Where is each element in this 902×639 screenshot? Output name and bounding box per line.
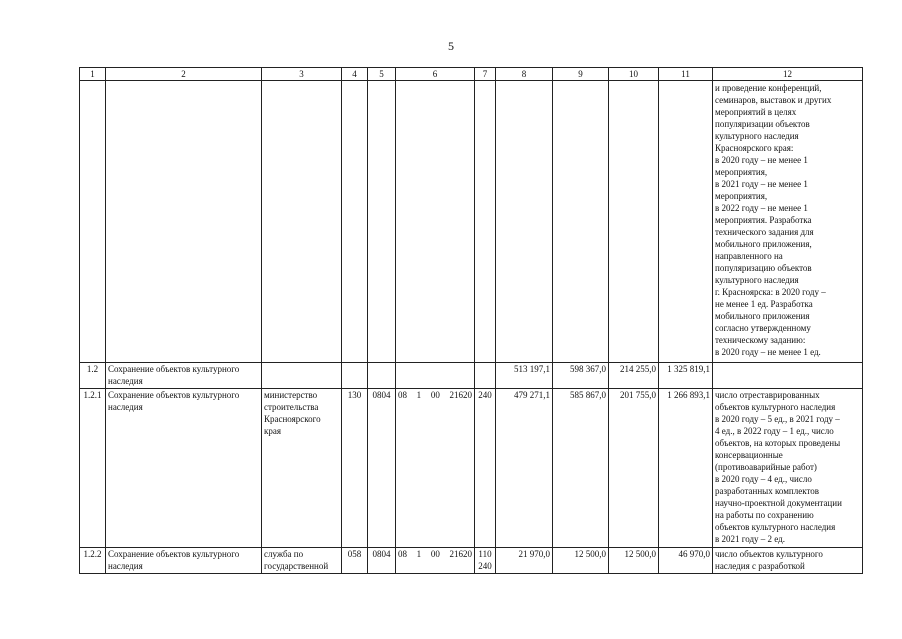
- text-line: г. Красноярска: в 2020 году –: [715, 287, 826, 297]
- table-cell: [262, 363, 342, 389]
- result-cell: [713, 81, 863, 363]
- measure-name: [106, 548, 262, 574]
- text-line: культурного наследия: [715, 131, 799, 141]
- table-cell: [396, 81, 475, 363]
- value-2021: 12 500,0: [553, 548, 609, 574]
- text-line: 4 ед., в 2022 году – 1 ед., число: [715, 426, 834, 436]
- table-row-1-2: [80, 363, 863, 389]
- table-cell: [609, 81, 659, 363]
- text-line: (противоаварийные работ): [715, 462, 817, 472]
- csr-part: 00: [430, 390, 440, 400]
- value-2020: 479 271,1: [496, 389, 553, 548]
- text-line: объектов культурного наследия: [715, 402, 836, 412]
- csr-part: 1: [416, 390, 422, 400]
- table-row-1-2-2: [80, 548, 863, 574]
- text-line: популяризацию объектов: [715, 263, 812, 273]
- table-header-row: [80, 68, 863, 81]
- text-line: объектов, на которых проведены: [715, 438, 841, 448]
- column-header: 8: [496, 68, 553, 81]
- grbs-code: 130: [342, 389, 368, 548]
- text-line: Красноярского края:: [715, 143, 794, 153]
- value-total: 1 266 893,1: [659, 389, 713, 548]
- text-line: согласно утвержденному: [715, 323, 811, 333]
- text-line: мероприятия,: [715, 191, 768, 201]
- text-line: Сохранение объектов культурного: [108, 364, 240, 374]
- value-2020: 513 197,1: [496, 363, 553, 389]
- text-line: Сохранение объектов культурного: [108, 549, 240, 559]
- table-cell: [475, 363, 496, 389]
- budget-table: [79, 67, 863, 574]
- csr-code: [396, 548, 475, 574]
- text-line: министерство: [264, 390, 318, 400]
- value-2022: 12 500,0: [609, 548, 659, 574]
- text-line: мероприятия,: [715, 167, 768, 177]
- text-line: служба по: [264, 549, 304, 559]
- table-cell: [368, 81, 396, 363]
- text-line: в 2020 году – не менее 1: [715, 155, 808, 165]
- text-line: мобильного приложения: [715, 311, 810, 321]
- table-cell: [496, 81, 553, 363]
- value-2020: 21 970,0: [496, 548, 553, 574]
- row-number: 1.2.1: [80, 389, 106, 548]
- csr-part: 1: [416, 549, 422, 559]
- table-cell: [342, 81, 368, 363]
- executor: [262, 548, 342, 574]
- text-line: в 2022 году – не менее 1: [715, 203, 808, 213]
- column-header: 3: [262, 68, 342, 81]
- grbs-code: 058: [342, 548, 368, 574]
- text-line: наследия: [108, 376, 143, 386]
- table-row-continuation: [80, 81, 863, 363]
- column-header: 5: [368, 68, 396, 81]
- rzpr-code: 0804: [368, 389, 396, 548]
- table-cell: [342, 363, 368, 389]
- csr-part: 00: [430, 549, 440, 559]
- text-line: не менее 1 ед. Разработка: [715, 299, 813, 309]
- text-line: разработанных комплектов: [715, 486, 820, 496]
- column-header: 2: [106, 68, 262, 81]
- text-line: популяризации объектов: [715, 119, 810, 129]
- row-number: 1.2.2: [80, 548, 106, 574]
- page-number: 5: [448, 39, 454, 53]
- text-line: мероприятия. Разработка: [715, 215, 812, 225]
- column-header: 9: [553, 68, 609, 81]
- value-total: 46 970,0: [659, 548, 713, 574]
- result-cell: [713, 389, 863, 548]
- csr-part: 08: [398, 390, 407, 400]
- csr-code: [396, 389, 475, 548]
- measure-name: [106, 363, 262, 389]
- text-line: консервационные: [715, 450, 783, 460]
- result-cell: [713, 548, 863, 574]
- text-line: направленного на: [715, 251, 783, 261]
- text-line: число отреставрированных: [715, 390, 820, 400]
- text-line: в 2021 году – не менее 1: [715, 179, 808, 189]
- text-line: в 2020 году – не менее 1 ед.: [715, 347, 821, 357]
- column-header: 12: [713, 68, 863, 81]
- table-cell: [475, 81, 496, 363]
- text-line: в 2020 году – 5 ед., в 2021 году –: [715, 414, 840, 424]
- table-cell: [659, 81, 713, 363]
- text-line: государственной: [264, 561, 329, 571]
- text-line: наследия с разработкой: [715, 561, 805, 571]
- table-cell: [262, 81, 342, 363]
- text-line: на работы по сохранению: [715, 510, 814, 520]
- table-cell: [396, 363, 475, 389]
- value-2021: 585 867,0: [553, 389, 609, 548]
- text-line: семинаров, выставок и других: [715, 95, 832, 105]
- table-cell: [368, 363, 396, 389]
- text-line: края: [264, 426, 282, 436]
- text-line: мобильного приложения,: [715, 239, 812, 249]
- text-line: строительства: [264, 402, 319, 412]
- row-number: 1.2: [80, 363, 106, 389]
- text-line: техническому заданию:: [715, 335, 806, 345]
- table-cell: [106, 81, 262, 363]
- text-line: научно-проектной документации: [715, 498, 842, 508]
- text-line: Сохранение объектов культурного: [108, 390, 240, 400]
- vr-code: [475, 548, 496, 574]
- text-line: 110: [478, 549, 492, 559]
- table-cell: [80, 81, 106, 363]
- value-2021: 598 367,0: [553, 363, 609, 389]
- text-line: культурного наследия: [715, 275, 799, 285]
- text-line: технического задания для: [715, 227, 814, 237]
- text-line: в 2020 году – 4 ед., число: [715, 474, 812, 484]
- text-line: и проведение конференций,: [715, 83, 822, 93]
- value-2022: 214 255,0: [609, 363, 659, 389]
- column-header: 11: [659, 68, 713, 81]
- table-cell: [713, 363, 863, 389]
- column-header: 6: [396, 68, 475, 81]
- value-total: 1 325 819,1: [659, 363, 713, 389]
- text-line: 240: [478, 561, 492, 571]
- text-line: объектов культурного наследия: [715, 522, 836, 532]
- csr-part: 08: [398, 549, 407, 559]
- text-line: наследия: [108, 402, 143, 412]
- measure-name: [106, 389, 262, 548]
- table-row-1-2-1: [80, 389, 863, 548]
- column-header: 10: [609, 68, 659, 81]
- text-line: число объектов культурного: [715, 549, 823, 559]
- column-header: 7: [475, 68, 496, 81]
- text-line: мероприятий в целях: [715, 107, 797, 117]
- text-line: в 2021 году – 2 ед.: [715, 534, 785, 544]
- text-line: наследия: [108, 561, 143, 571]
- table-cell: [553, 81, 609, 363]
- column-header: 1: [80, 68, 106, 81]
- vr-code: 240: [475, 389, 496, 548]
- text-line: Красноярского: [264, 414, 321, 424]
- column-header: 4: [342, 68, 368, 81]
- rzpr-code: 0804: [368, 548, 396, 574]
- value-2022: 201 755,0: [609, 389, 659, 548]
- csr-part: 21620: [449, 549, 472, 559]
- executor: [262, 389, 342, 548]
- csr-part: 21620: [449, 390, 472, 400]
